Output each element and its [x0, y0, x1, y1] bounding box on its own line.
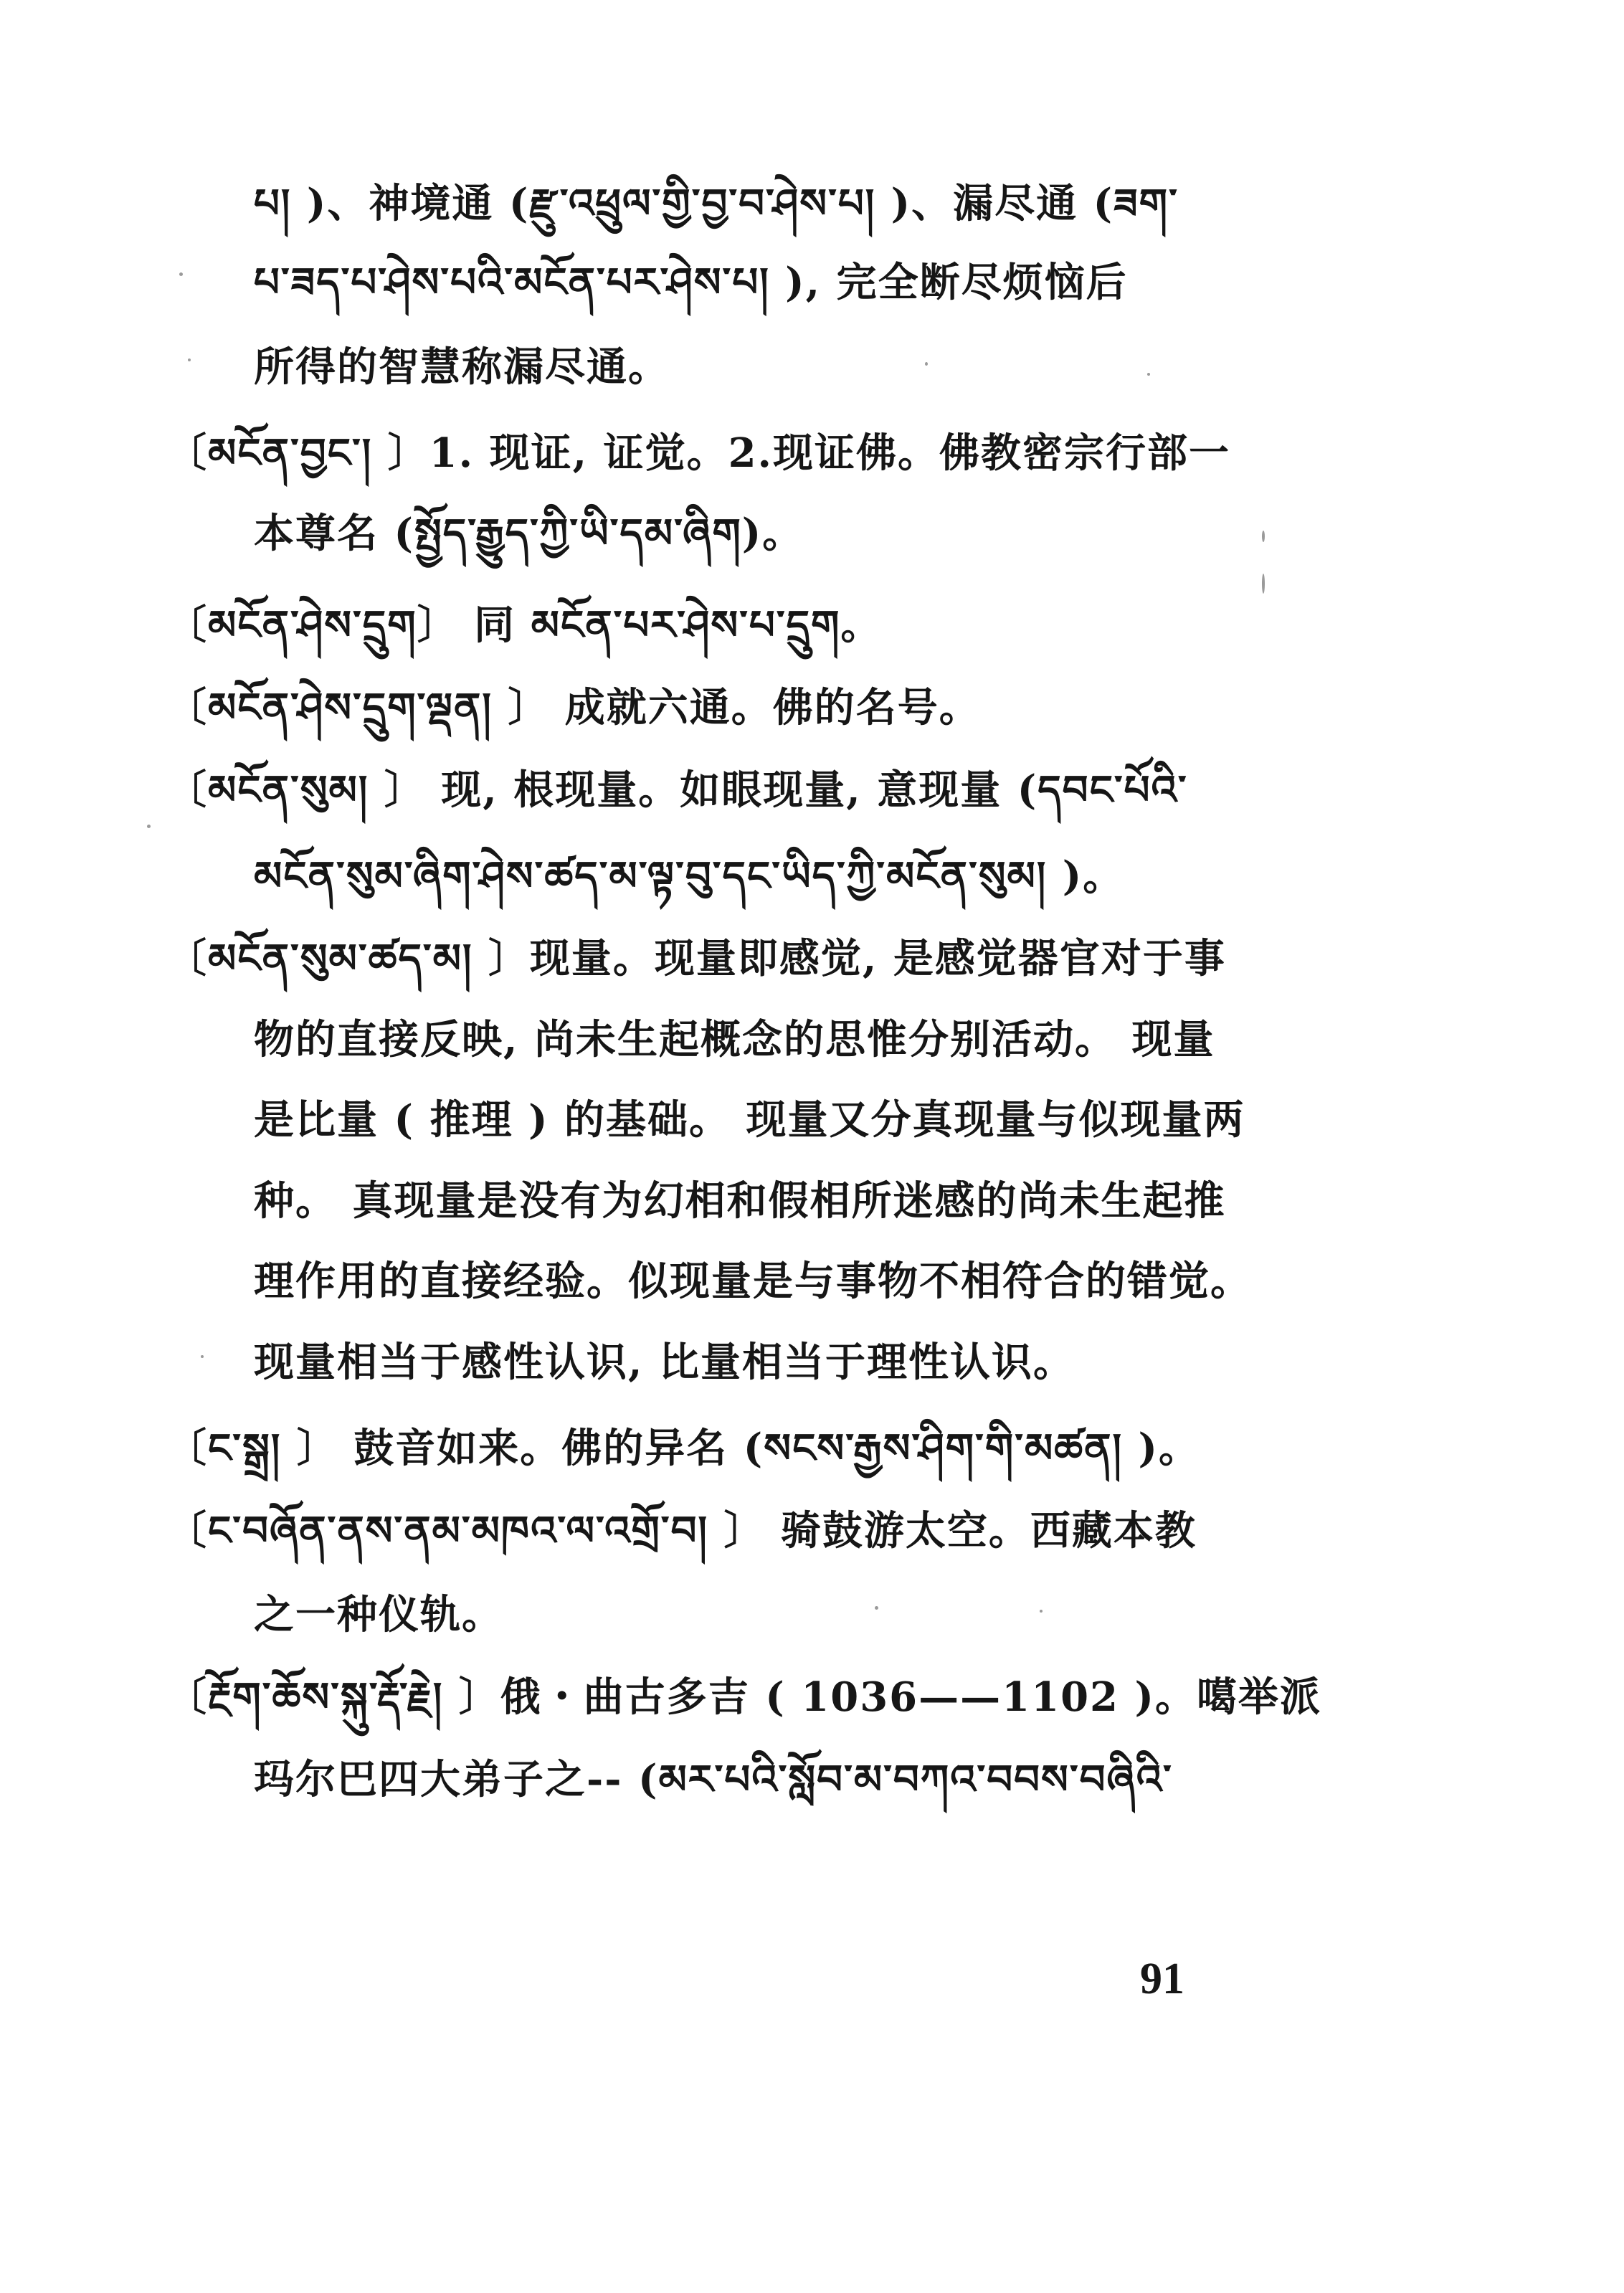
scan-speck: [179, 272, 183, 276]
scan-speck: [925, 362, 928, 366]
text-line: པ་ཟད་པ་ཤེས་པའི་མངོན་པར་ཤེས་པ། ), 完全断尽烦恼后: [254, 259, 1128, 306]
scan-speck: [147, 825, 151, 828]
text-line: 本尊名 (སྤྱོད་རྒྱུད་ཀྱི་ཡི་དམ་ཞིག)。: [254, 510, 804, 557]
text-line: 是比量 ( 推理 ) 的基础。 现量又分真现量与似现量两: [254, 1096, 1245, 1144]
scan-speck: [188, 359, 191, 361]
entry-line: 〔ང་བཞོན་ནས་ནམ་མཁའ་ལ་འགྲོ་བ། 〕 骑鼓游太空。西藏本教: [166, 1507, 1197, 1554]
text-line: 物的直接反映, 尚未生起概念的思惟分别活动。 现量: [254, 1016, 1215, 1063]
scan-speck: [201, 1355, 204, 1358]
text-line: 现量相当于感性认识, 比量相当于理性认识。: [254, 1339, 1075, 1386]
entry-line: 〔ང་སྒྲ། 〕 鼓音如来。佛的异名 (སངས་རྒྱས་ཤིག་གི་མཚན། )。: [166, 1425, 1200, 1472]
scan-speck: [1040, 1610, 1043, 1613]
text-line: 所得的智慧称漏尽通。: [254, 343, 670, 391]
text-line: 之一种仪轨。: [254, 1591, 503, 1638]
entry-line: 〔མངོན་བྱང་། 〕1. 现证, 证觉。2.现证佛。佛教密宗行部一: [166, 429, 1231, 477]
entry-line: 〔མངོན་ཤེས་དྲུག〕 同 མངོན་པར་ཤེས་པ་དྲུག。: [166, 602, 883, 649]
entry-line: 〔མངོན་ཤེས་དྲུག་ལྡན། 〕 成就六通。佛的名号。: [166, 684, 981, 731]
scan-speck: [1262, 531, 1265, 542]
text-line: 理作用的直接经验。似现量是与事物不相符合的错觉。: [254, 1258, 1252, 1305]
text-line: མངོན་སུམ་ཞིག་ཤེས་ཚད་མ་ལྟ་བུ་དང་ཡིད་ཀྱི་མངོན་སུམ། )。: [254, 853, 1125, 900]
scan-speck: [1147, 373, 1150, 376]
entry-line: 〔མངོན་སུམ་ཚད་མ། 〕现量。现量即感觉, 是感觉器官对于事: [166, 935, 1226, 982]
text-line: 玛尔巴四大弟子之-- (མར་པའི་སློབ་མ་བཀའ་བབས་བཞིའི་: [254, 1756, 1173, 1803]
scan-speck: [1262, 574, 1265, 594]
text-line: པ། )、神境通 (རྫུ་འཕྲུལ་གྱི་བྱ་བ་ཤེས་པ། )、漏尽通 (ཟག་: [254, 180, 1179, 227]
page-number: 91: [1140, 1955, 1184, 2003]
scan-speck: [875, 1606, 878, 1610]
entry-line: 〔མངོན་སུམ། 〕 现, 根现量。如眼现量, 意现量 (དབང་པོའི་: [166, 766, 1188, 814]
text-line: 种。 真现量是没有为幻相和假相所迷感的尚未生起推: [254, 1177, 1226, 1225]
entry-line: 〔རྔོག་ཆོས་སྐུ་རྡོ་རྗེ། 〕俄・曲古多吉 ( 1036——1102 )。噶举派: [166, 1674, 1321, 1721]
